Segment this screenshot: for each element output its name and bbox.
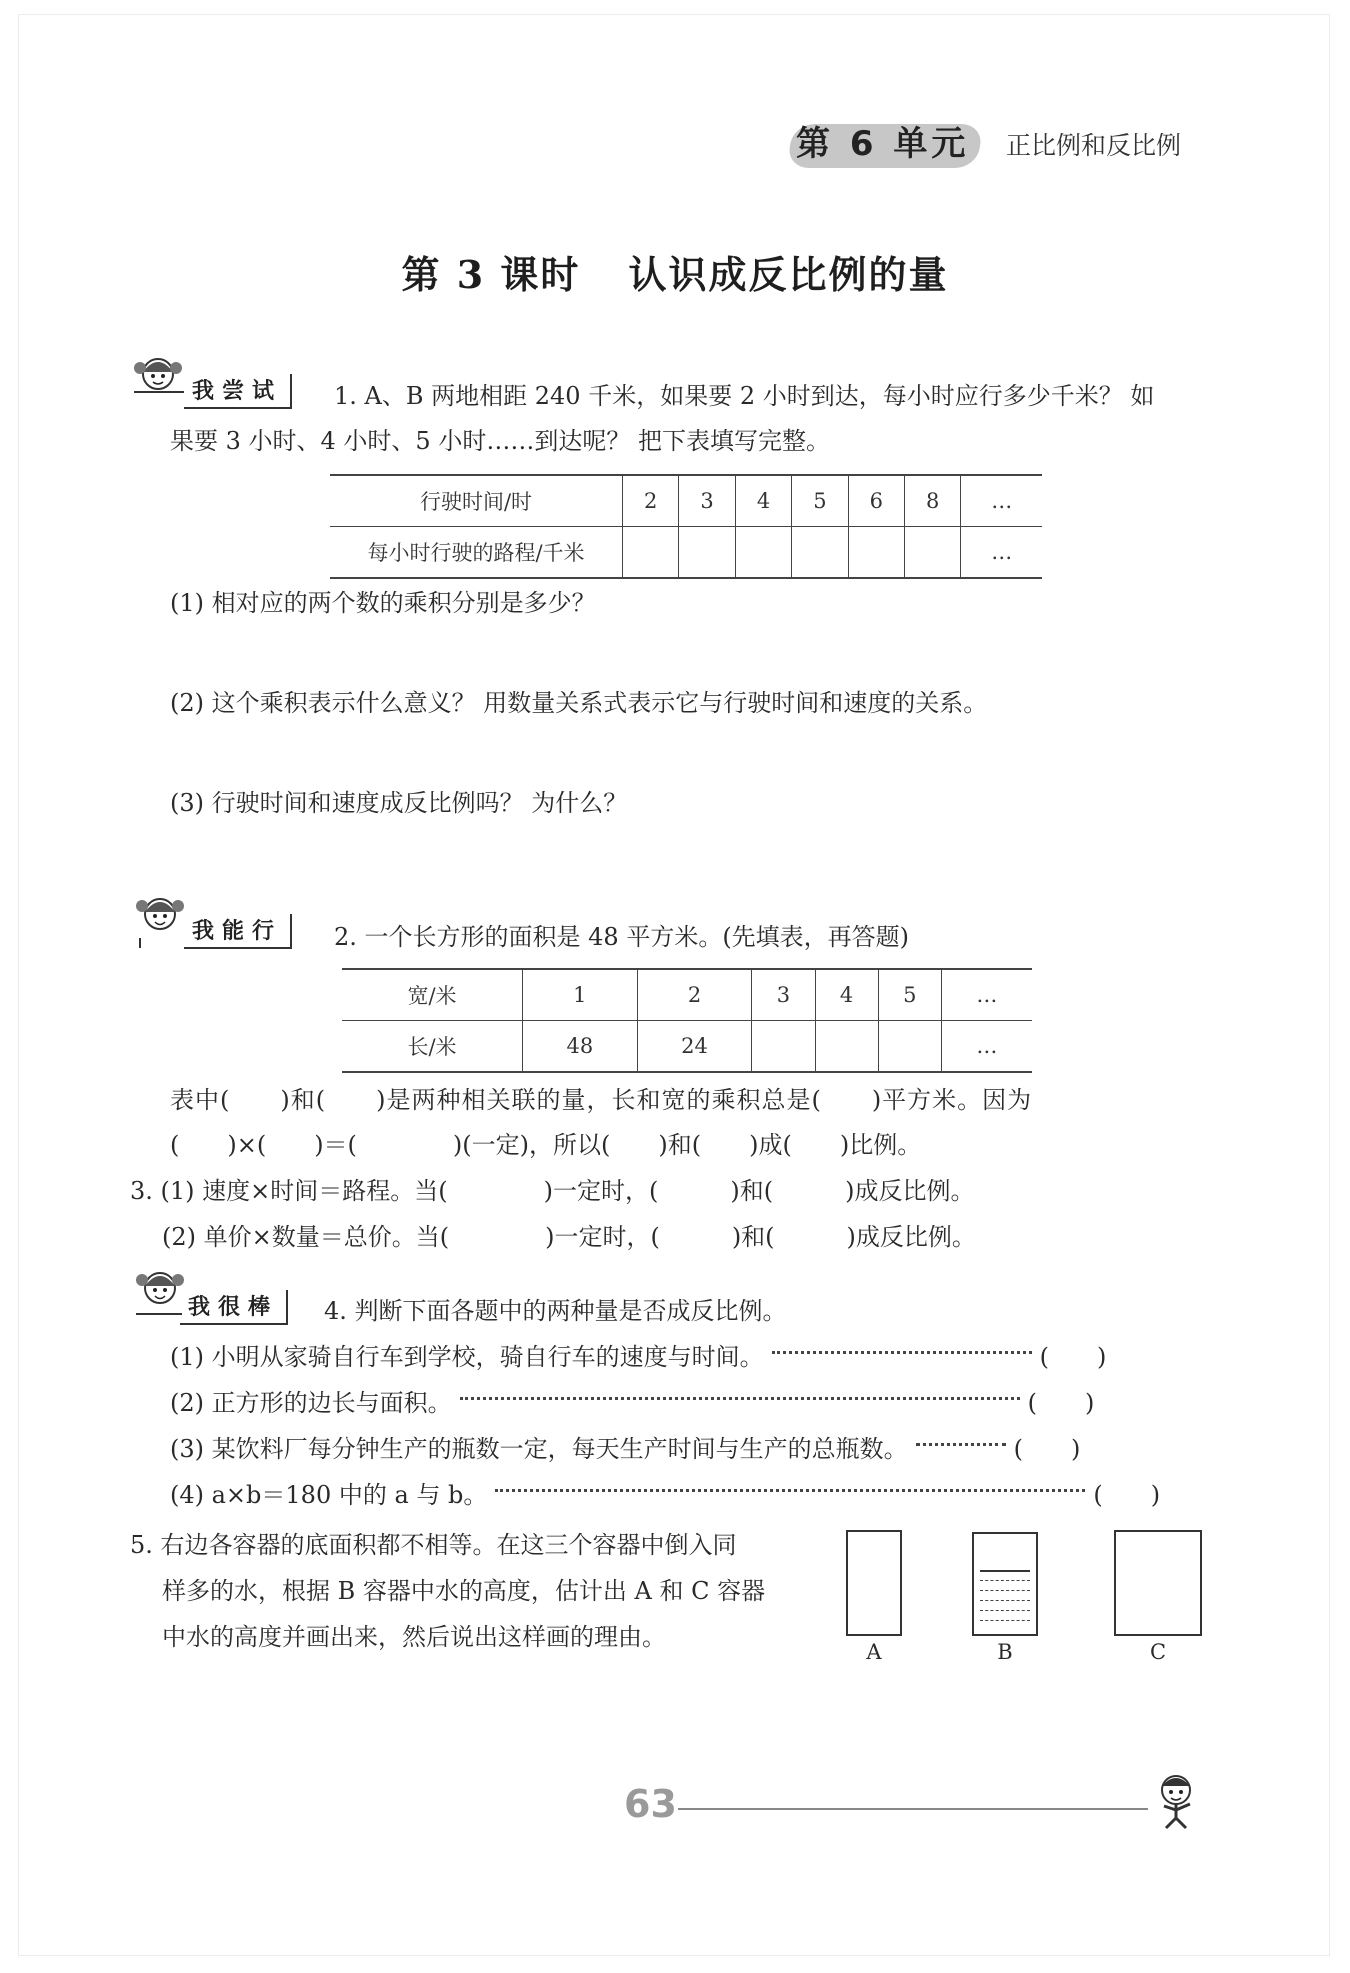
girl-mascot-icon: [130, 352, 188, 410]
q1-sub1: (1) 相对应的两个数的乘积分别是多少？: [170, 589, 596, 617]
q3-line2: (2) 单价×数量＝总价。当( )一定时，( )和( )成反比例。: [162, 1223, 976, 1251]
section-badge-can-do: 我能行: [184, 914, 292, 949]
page-number: 63: [624, 1782, 677, 1826]
table-cell: 1: [523, 969, 638, 1021]
table-row: [342, 1021, 1032, 1073]
q1-table: [330, 474, 1042, 579]
judge-item: [170, 1340, 1106, 1374]
container-c[interactable]: [1114, 1530, 1202, 1636]
q5-line3: 中水的高度并画出来，然后说出这样画的理由。: [162, 1623, 666, 1651]
q1-sub2: (2) 这个乘积表示什么意义？ 用数量关系式表示它与行驶时间和速度的关系。: [170, 689, 988, 717]
table-cell-blank[interactable]: [878, 1021, 941, 1073]
table-row: [342, 969, 1032, 1021]
water-line: [980, 1590, 1030, 1591]
dot-leader: [495, 1489, 1085, 1492]
judge-item: [170, 1386, 1094, 1420]
container-a-label: A: [866, 1640, 882, 1664]
judge-item-text: (2) 正方形的边长与面积。: [170, 1389, 452, 1417]
q1-line2: 果要 3 小时、4 小时、5 小时……到达呢？ 把下表填写完整。: [170, 427, 830, 455]
table-cell: 48: [523, 1021, 638, 1073]
water-line: [980, 1600, 1030, 1601]
table-cell: …: [941, 969, 1032, 1021]
q4-text: 4. 判断下面各题中的两种量是否成反比例。: [324, 1297, 787, 1325]
q1-sub3: (3) 行驶时间和速度成反比例吗？ 为什么？: [170, 789, 628, 817]
table-cell: …: [961, 475, 1042, 527]
judge-item-text: (4) a×b＝180 中的 a 与 b。: [170, 1481, 488, 1509]
table-cell: 3: [679, 475, 735, 527]
water-surface: [980, 1570, 1030, 1572]
table-cell: 8: [905, 475, 961, 527]
table-cell: 4: [815, 969, 878, 1021]
judge-item-text: (1) 小明从家骑自行车到学校，骑自行车的速度与时间。: [170, 1343, 764, 1371]
table-cell: …: [941, 1021, 1032, 1073]
boy-mascot-icon: [1146, 1768, 1210, 1836]
q2-fill-line1: 表中( )和( )是两种相关联的量，长和宽的乘积总是( )平方米。因为: [170, 1086, 1033, 1114]
q5-line1: 5. 右边各容器的底面积都不相等。在这三个容器中倒入同: [130, 1531, 737, 1559]
section-badge-excellent: 我很棒: [180, 1290, 288, 1325]
table-row-label: 行驶时间/时: [419, 490, 533, 514]
judge-item-text: (3) 某饮料厂每分钟生产的瓶数一定，每天生产时间与生产的总瓶数。: [170, 1435, 908, 1463]
table-cell: 6: [848, 475, 904, 527]
judge-item: [170, 1432, 1080, 1466]
answer-blank[interactable]: ( ): [1013, 1435, 1081, 1463]
table-cell: …: [961, 527, 1042, 579]
table-cell-blank[interactable]: [815, 1021, 878, 1073]
table-cell: 2: [637, 969, 752, 1021]
table-cell-blank[interactable]: [848, 527, 904, 579]
answer-blank[interactable]: ( ): [1093, 1481, 1161, 1509]
container-b: [972, 1532, 1038, 1636]
q2-text: 2. 一个长方形的面积是 48 平方米。(先填表，再答题): [334, 923, 910, 951]
water-line: [980, 1620, 1030, 1621]
answer-blank[interactable]: ( ): [1027, 1389, 1095, 1417]
unit-title: 第 6 单元: [796, 124, 970, 164]
answer-blank[interactable]: ( ): [1039, 1343, 1107, 1371]
q2-fill-line2: ( )×( )＝( )(一定)，所以( )和( )成( )比例。: [170, 1131, 922, 1159]
q3-line1: 3. (1) 速度×时间＝路程。当( )一定时，( )和( )成反比例。: [130, 1177, 975, 1205]
table-row-label: 长/米: [407, 1035, 457, 1059]
table-row-label: 每小时行驶的路程/千米: [367, 541, 585, 565]
water-line: [980, 1610, 1030, 1611]
judge-item: [170, 1478, 1160, 1512]
table-cell: 5: [792, 475, 848, 527]
table-row: [330, 527, 1042, 579]
dot-leader: [772, 1351, 1032, 1354]
dot-leader: [460, 1397, 1020, 1400]
table-cell-blank[interactable]: [905, 527, 961, 579]
water-line: [980, 1580, 1030, 1581]
dot-leader: [916, 1443, 1006, 1446]
footer-rule: [678, 1808, 1148, 1810]
unit-subtitle: 正比例和反比例: [1006, 131, 1182, 160]
container-a[interactable]: [846, 1530, 902, 1636]
table-cell: 24: [637, 1021, 752, 1073]
unit-header: [790, 112, 1210, 172]
table-row-label: 宽/米: [407, 984, 457, 1008]
q1-line1: 1. A、B 两地相距 240 千米，如果要 2 小时到达，每小时应行多少千米？ 如: [334, 382, 1155, 410]
table-cell: 4: [735, 475, 791, 527]
table-cell-blank[interactable]: [735, 527, 791, 579]
table-cell-blank[interactable]: [792, 527, 848, 579]
lesson-title: [0, 244, 1350, 299]
table-row: [330, 475, 1042, 527]
table-cell: 5: [878, 969, 941, 1021]
table-cell-blank[interactable]: [679, 527, 735, 579]
lesson-number: 第 3 课时: [401, 252, 581, 297]
girl-mascot-icon: [132, 892, 190, 954]
q5-line2: 样多的水，根据 B 容器中水的高度，估计出 A 和 C 容器: [162, 1577, 766, 1605]
table-cell-blank[interactable]: [752, 1021, 815, 1073]
container-c-label: C: [1149, 1640, 1167, 1664]
q2-table: [342, 968, 1032, 1073]
table-cell-blank[interactable]: [623, 527, 679, 579]
table-cell: 2: [623, 475, 679, 527]
table-cell: 3: [752, 969, 815, 1021]
section-badge-try: 我尝试: [184, 374, 292, 409]
container-b-label: B: [997, 1640, 1013, 1664]
lesson-topic: 认识成反比例的量: [628, 252, 949, 297]
